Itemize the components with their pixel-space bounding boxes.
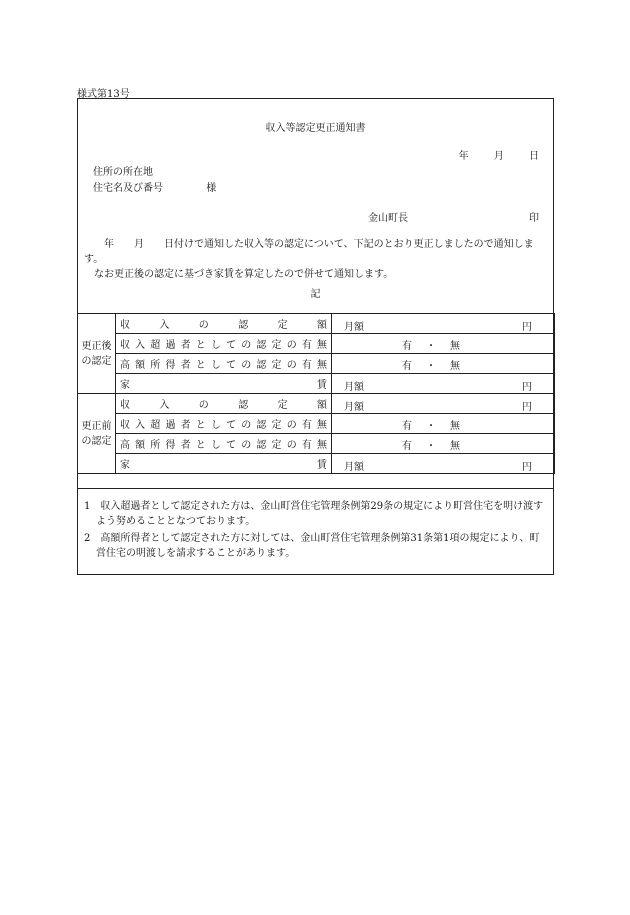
yen-label: 円	[522, 462, 532, 473]
monthly-amount-field	[332, 314, 555, 334]
group-label: 更正後の認定	[78, 314, 116, 394]
yes-no-field	[332, 334, 555, 354]
yes-label: 有	[402, 361, 412, 372]
body-text	[84, 237, 547, 282]
group-label: 更正前の認定	[78, 394, 116, 474]
yes-label: 有	[402, 341, 412, 352]
notes	[84, 499, 547, 563]
monthly-amount-field	[332, 374, 555, 394]
day-label: 日	[529, 151, 539, 162]
table-row	[78, 314, 555, 334]
yen-label: 円	[522, 322, 532, 333]
table-row	[78, 434, 555, 454]
note-2: 2 高額所得者として認定された方に対しては、金山町営住宅管理条例第31条第1項の規定により、町営住宅の明渡しを請求することがあります。	[84, 533, 540, 559]
no-label: 無	[450, 421, 460, 432]
separator-dot: ・	[426, 441, 436, 452]
table-row	[78, 394, 555, 414]
table-row	[78, 414, 555, 434]
monthly-label: 月額	[344, 382, 364, 393]
seal-mark: 印	[529, 213, 539, 224]
address-location: 住所の所在地	[93, 167, 153, 178]
yes-label: 有	[402, 441, 412, 452]
no-label: 無	[450, 361, 460, 372]
ki-mark: 記	[310, 289, 321, 300]
monthly-amount-field	[332, 394, 555, 414]
notes-divider	[78, 488, 553, 489]
monthly-label: 月額	[344, 462, 364, 473]
form-number: 様式第13号	[77, 89, 130, 100]
separator-dot: ・	[426, 421, 436, 432]
row-label: 高額所得者としての認定の有無	[116, 354, 332, 374]
yes-no-options	[402, 417, 460, 432]
yes-no-field	[332, 414, 555, 434]
notice-form	[77, 98, 554, 575]
yen-label: 円	[522, 402, 532, 413]
yes-label: 有	[402, 421, 412, 432]
honorific: 様	[206, 183, 217, 194]
monthly-label: 月額	[344, 402, 364, 413]
body-line-2: なお更正後の認定に基づき家賃を算定したので併せて通知します。	[84, 269, 394, 280]
row-label: 家賃	[116, 454, 332, 474]
no-label: 無	[450, 341, 460, 352]
monthly-label: 月額	[344, 322, 364, 333]
year-label: 年	[458, 151, 469, 162]
row-label: 収入の認定額	[116, 314, 332, 334]
yes-no-options	[402, 437, 460, 452]
table-row	[78, 334, 555, 354]
date-line	[437, 147, 539, 162]
month-label: 月	[493, 151, 504, 162]
issuer-mayor: 金山町長	[368, 213, 408, 224]
note-1: 1 収入超過者として認定された方は、金山町営住宅管理条例第29条の規定により町営住宅を明け渡すよう努めることとなつております。	[84, 501, 544, 527]
yen-label: 円	[522, 382, 532, 393]
monthly-amount-field	[332, 454, 555, 474]
address-housing	[93, 179, 216, 194]
housing-label: 住宅名及び番号	[93, 183, 163, 194]
table-row	[78, 454, 555, 474]
document-title: 収入等認定更正通知書	[265, 123, 366, 134]
yes-no-field	[332, 434, 555, 454]
yes-no-options	[402, 357, 460, 372]
certification-table	[77, 313, 555, 474]
yes-no-field	[332, 354, 555, 374]
row-label: 高額所得者としての認定の有無	[116, 434, 332, 454]
row-label: 収入超過者としての認定の有無	[116, 334, 332, 354]
separator-dot: ・	[426, 361, 436, 372]
table-row	[78, 374, 555, 394]
row-label: 収入の認定額	[116, 394, 332, 414]
table-row	[78, 354, 555, 374]
separator-dot: ・	[426, 341, 436, 352]
body-line-1: 年 月 日付けで通知した収入等の認定について、下記のとおり更正しましたので通知します。	[84, 239, 534, 265]
yes-no-options	[402, 337, 460, 352]
row-label: 家賃	[116, 374, 332, 394]
row-label: 収入超過者としての認定の有無	[116, 414, 332, 434]
no-label: 無	[450, 441, 460, 452]
